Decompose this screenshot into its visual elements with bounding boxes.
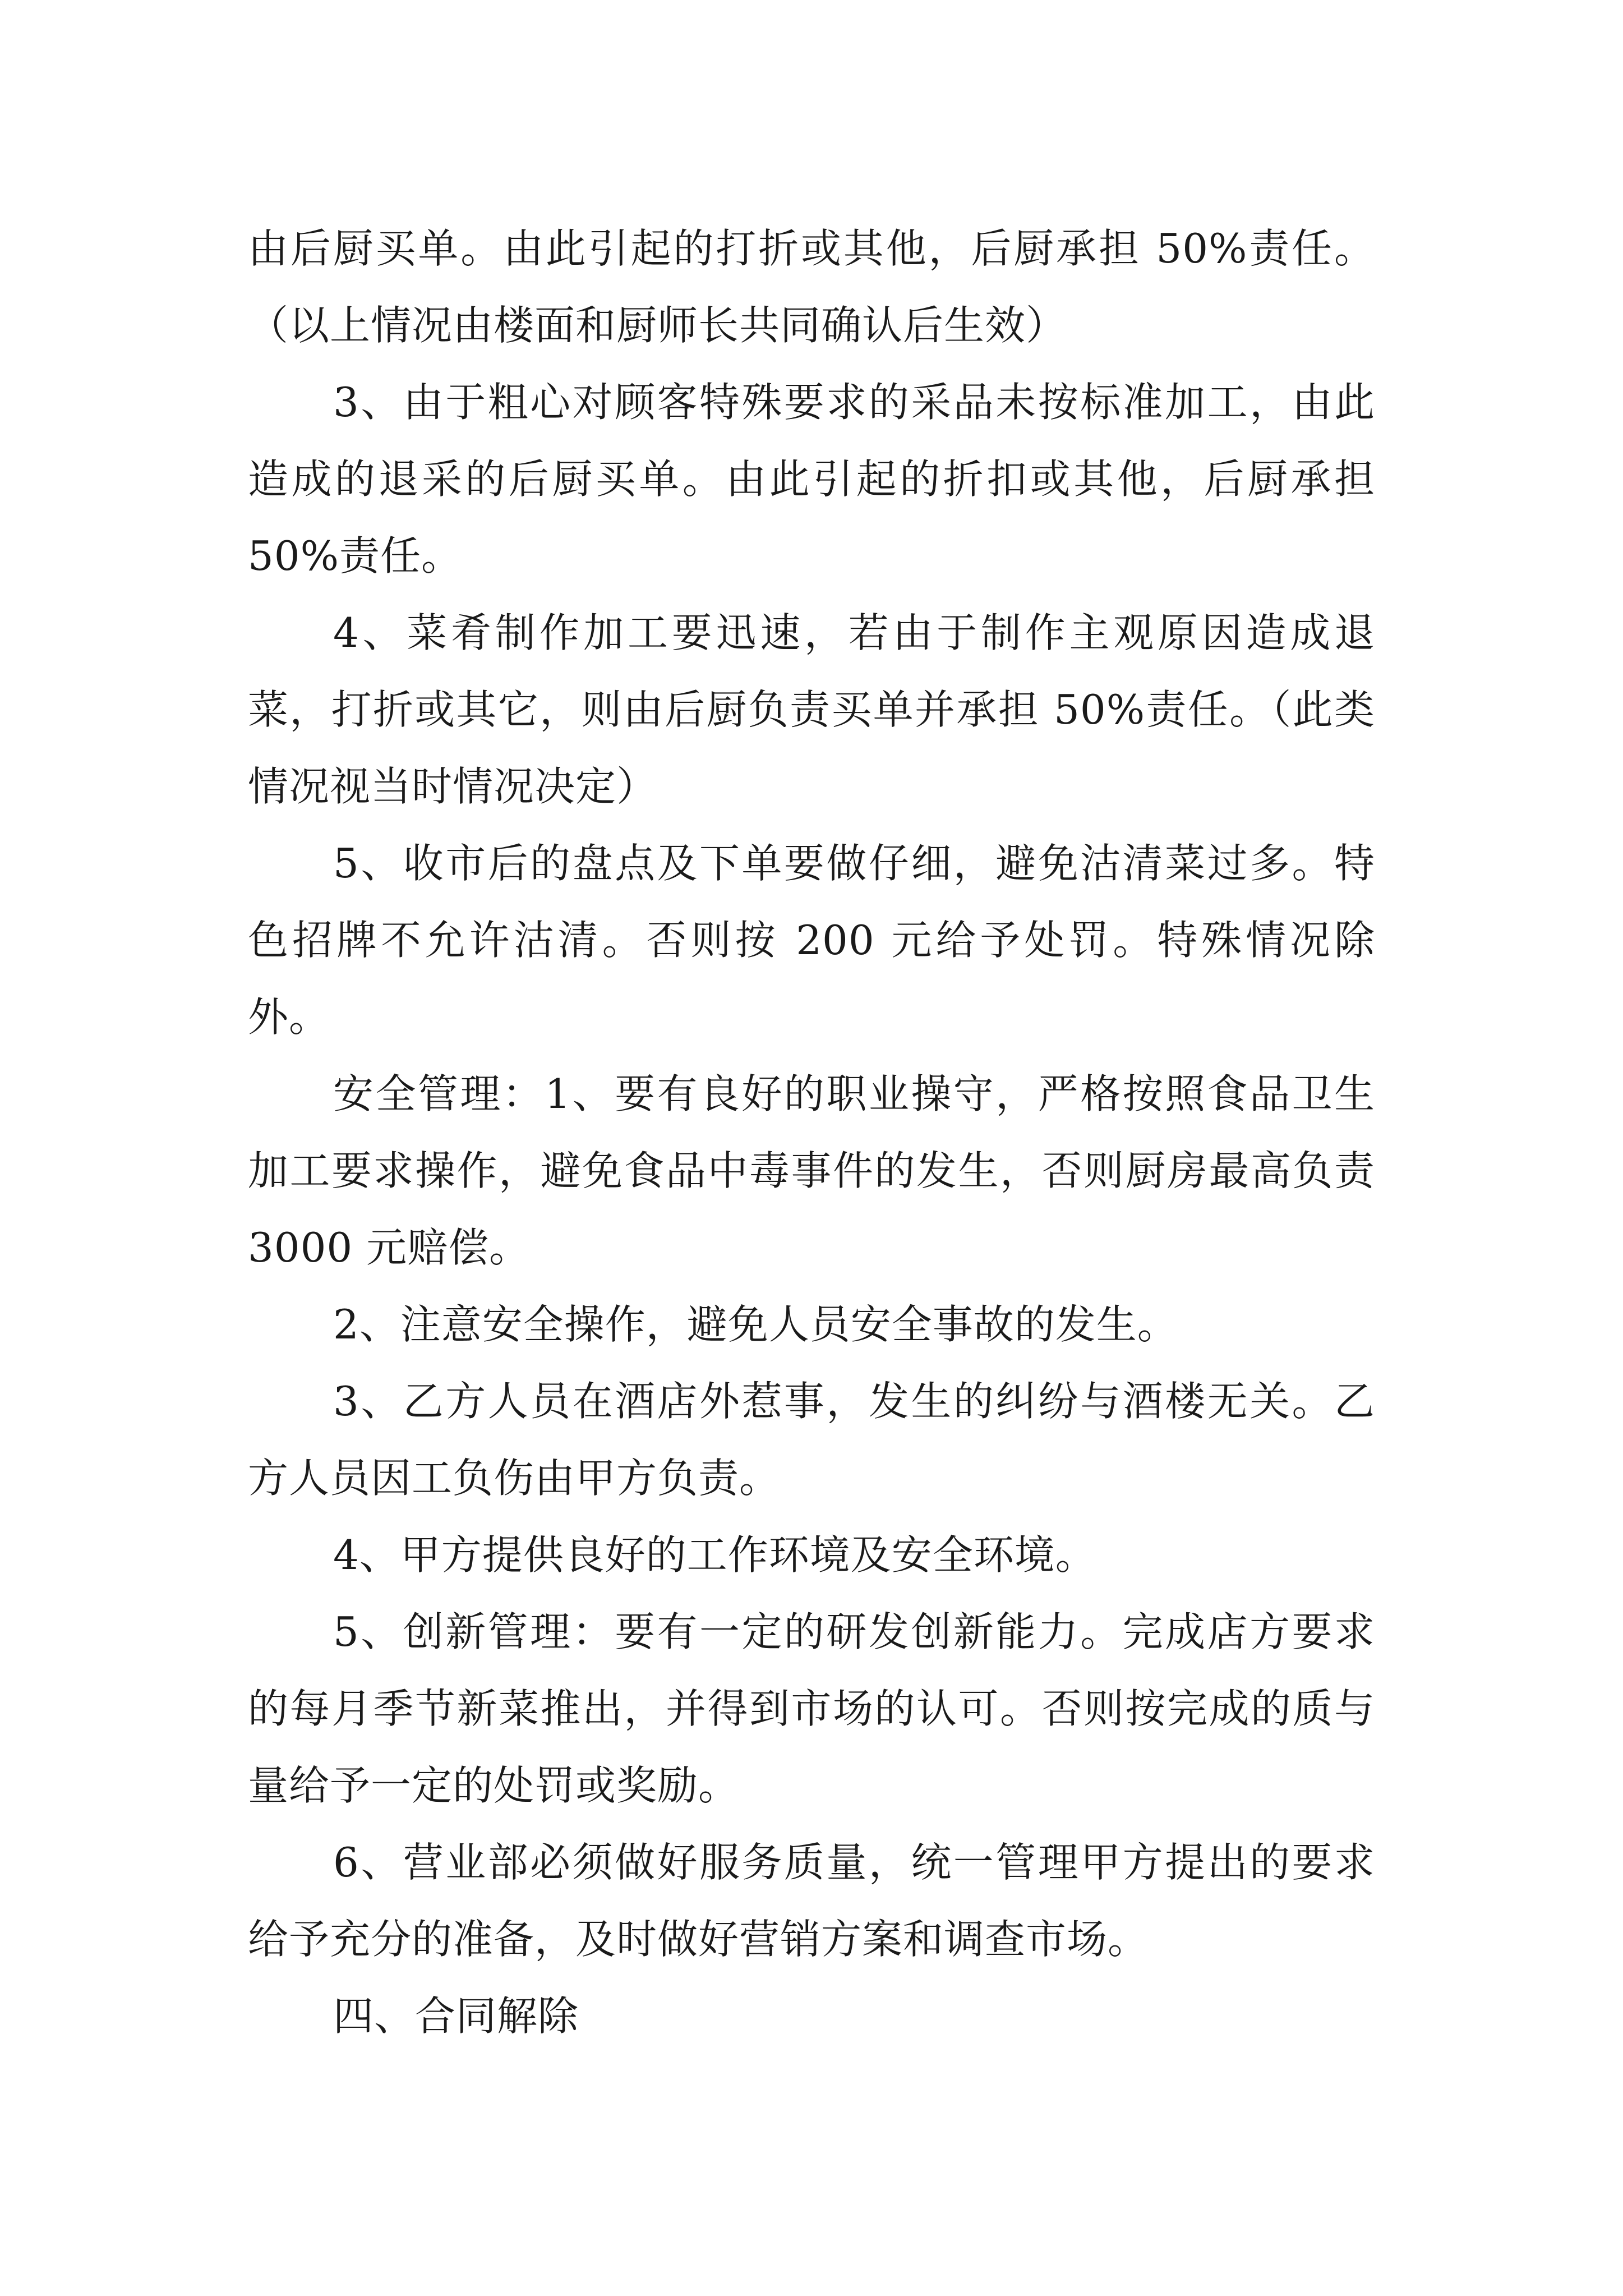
paragraph-item-3: 3、由于粗心对顾客特殊要求的采品未按标准加工，由此造成的退采的后厨买单。由此引起的折扣或其他，后厨承担 50%责任。 xyxy=(248,379,1375,579)
paragraph-item-4: 4、菜肴制作加工要迅速，若由于制作主观原因造成退菜，打折或其它，则由后厨负责买单并承担 50%责任。（此类情况视当时情况决定） xyxy=(248,609,1375,810)
document-body xyxy=(248,210,1375,2055)
paragraph-innovation-management: 5、创新管理：要有一定的研发创新能力。完成店方要求的每月季节新菜推出，并得到市场的认可。否则按完成的质与量给予一定的处罚或奖励。 xyxy=(248,1608,1375,1809)
paragraph-business-department: 6、营业部必须做好服务质量，统一管理甲方提出的要求给予充分的准备，及时做好营销方案和调查市场。 xyxy=(248,1839,1375,1963)
paragraph-safety-item-3: 3、乙方人员在酒店外惹事，发生的纠纷与酒楼无关。乙方人员因工负伤由甲方负责。 xyxy=(248,1378,1375,1502)
paragraph-safety-item-4: 4、甲方提供良好的工作环境及安全环境。 xyxy=(333,1531,1096,1579)
paragraph-safety-item-2: 2、注意安全操作，避免人员安全事故的发生。 xyxy=(333,1301,1178,1348)
section-heading-contract-termination: 四、合同解除 xyxy=(333,1993,579,2040)
paragraph-safety-management: 安全管理：1、要有良好的职业操守，严格按照食品卫生加工要求操作，避免食品中毒事件的发生，否则厨房最高负责 3000 元赔偿。 xyxy=(248,1070,1375,1271)
paragraph-continuation: 由后厨买单。由此引起的打折或其他，后厨承担 50%责任。（以上情况由楼面和厨师长共同确认后生效） xyxy=(248,225,1375,349)
paragraph-item-5: 5、收市后的盘点及下单要做仔细，避免沽清菜过多。特色招牌不允许沽清。否则按 200 元给予处罚。特殊情况除外。 xyxy=(248,840,1375,1041)
